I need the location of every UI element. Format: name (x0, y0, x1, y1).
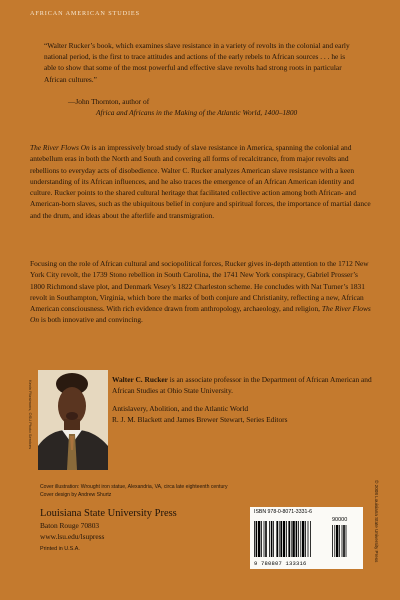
series-editors: R. J. M. Blackett and James Brewer Stewart, Series Editors (112, 415, 288, 425)
series-title: Antislavery, Abolition, and the Atlantic World (112, 404, 249, 413)
description-paragraph-2 (30, 258, 372, 326)
series-label: AFRICAN AMERICAN STUDIES (30, 10, 140, 17)
quote-author: —John Thornton, author of (68, 97, 150, 106)
photo-credit-text: Kevin Fitzsimons, OSU Photo Services (28, 380, 33, 450)
author-photo (38, 370, 108, 470)
barcode-bars (254, 517, 359, 560)
book-title-italic: The River Flows On (30, 143, 90, 152)
quote-text: “Walter Rucker’s book, which examines slave resistance in a variety of revolts in the colonial and early national period, is the first to trace attitudes and actions of the early rebels to African sources . . . he is able to show that some of the most powerful and effective slave revolts had strong roots in particular African cultures.” (44, 41, 350, 84)
cover-illustration-credit: Cover illustration: Wrought iron statue, Alexandria, VA, circa late eighteenth century (40, 484, 228, 490)
quote-attribution (68, 96, 297, 118)
publisher-info (40, 508, 177, 555)
author-portrait-image (38, 370, 108, 470)
cover-credits (40, 483, 228, 500)
book-title-italic: The River Flows On (30, 304, 371, 325)
quote-book-title: Africa and Africans in the Making of the Atlantic World, 1400–1800 (96, 108, 298, 118)
series-info (112, 403, 288, 426)
author-bio-text: is an associate professor in the Department of African American and African Studies at Ohio State University. (112, 375, 372, 396)
isbn-barcode (250, 507, 363, 569)
price-code: 90000 (332, 517, 348, 523)
copyright-notice (372, 480, 380, 580)
cover-design-credit: Cover design by Andrew Shurtz (40, 492, 112, 499)
paragraph-1-text: is an impressively broad study of slave resistance in America, spanning the colonial and antebellum eras in both the North and South and covering all forms of recalcitrance, from major revolts and rebellions to everyday acts of disobedience. Walter C. Rucker analyzes American slave resistance with a keen understanding of its African influences, and he also traces the emergence of an African American identity and culture. Rucker points to the shared cultural heritage that facilitated collective action among both African- and American-born slaves, such as the ubiquitous belief in conjure and spiritual forces, the importance of martial dance and the drum, and ideas about the afterlife and transmigration. (30, 143, 371, 220)
publisher-city: Baton Rouge 70803 (40, 521, 100, 530)
paragraph-2-end: is both innovative and convincing. (39, 315, 143, 325)
photo-credit (25, 380, 34, 470)
author-bio (112, 374, 374, 397)
description-paragraph-1 (30, 142, 372, 221)
printed-in: Printed in U.S.A. (40, 546, 80, 552)
endorsement-quote (44, 40, 354, 85)
publisher-url[interactable]: www.lsu.edu/lsupress (40, 532, 105, 541)
publisher-name: Louisiana State University Press (40, 508, 177, 519)
copyright-text: © 2008 Louisiana State University Press (374, 480, 379, 563)
barcode-digits: 9 780807 133316 (254, 560, 307, 567)
isbn-label: ISBN 978-0-8071-3331-6 (254, 509, 312, 515)
author-name: Walter C. Rucker (112, 375, 168, 384)
paragraph-2-text: Focusing on the role of African cultural and sociopolitical forces, Rucker gives in-depth attention to the 1712 New York City revolt, the 1739 Stono rebellion in South Carolina, the 1741 New York conspiracy, Gabriel Prosser’s 1800 Richmond slave plot, and Denmark Vesey’s 1822 Charleston scheme. He concludes with Nat Turner’s 1831 revolt in Southampton, Virginia, which bore the marks of both conjure and Christianity, reflecting a new, African American consciousness. With rich evidence drawn from anthropology, archaeology, and religion, (30, 259, 369, 314)
